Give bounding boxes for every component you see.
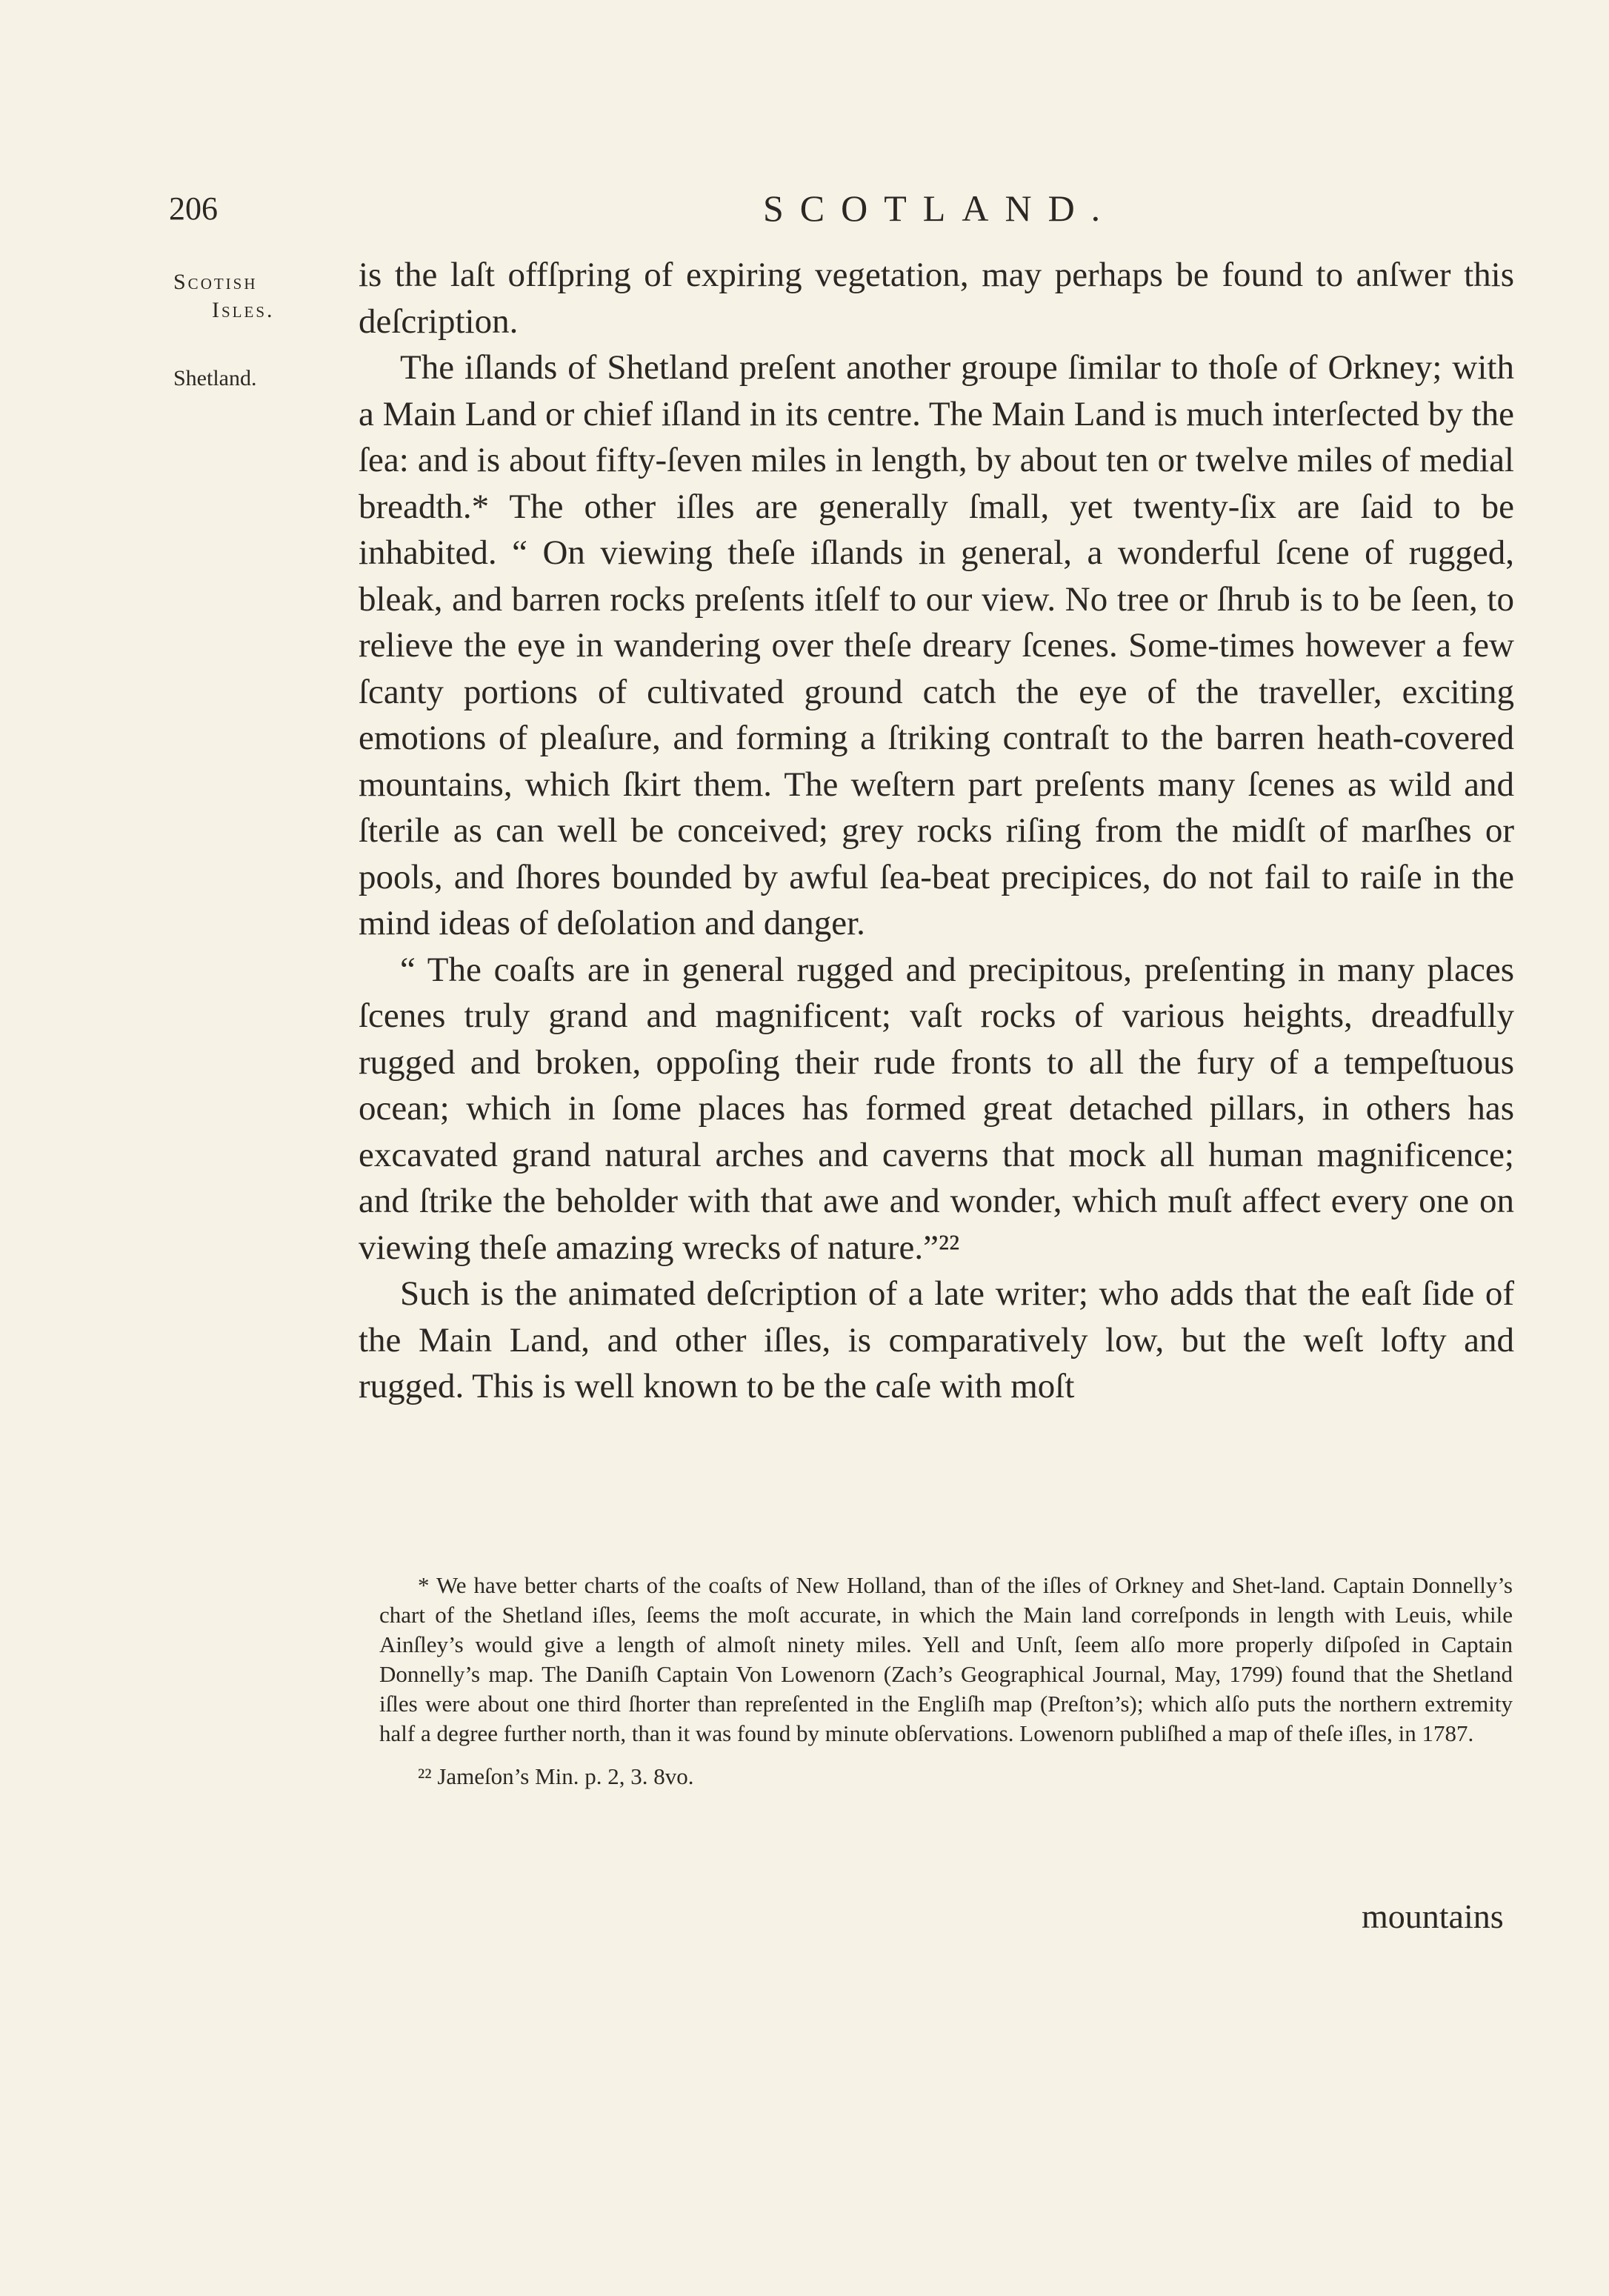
running-title: SCOTLAND.	[763, 187, 1117, 229]
side-note-section-line2: Isles.	[212, 298, 275, 322]
side-note-section	[173, 268, 275, 325]
paragraph-coasts-quote: “ The coaſts are in general rugged and precipitous, preſenting in many places ſcenes truly grand and magnificent; vaſt rocks of various heights, dreadfully rugged and broken, oppoſing their rude fronts to all the fury of a tempeſtuous ocean; which in ſome places has formed great detached pillars, in others has excavated grand natural arches and caverns that mock all human magnificence; and ſtrike the beholder with that awe and wonder, which muſt affect every one on viewing theſe amazing wrecks of nature.”²²	[359, 950, 1514, 1267]
footnotes	[379, 1571, 1513, 1791]
side-note-section-line1: Scotish	[173, 270, 258, 294]
footnote-star: * We have better charts of the coaſts of New Holland, than of the iſles of Orkney and Shet-land. Captain Donnelly’s chart of the Shetland iſles, ſeems the moſt accurate, in which the Main land correſponds in length with Leuis, while Ainſley’s would give a length of almoſt ninety miles. Yell and Unſt, ſeem alſo more properly diſpoſed in Captain Donnelly’s map. The Daniſh Captain Von Lowenorn (Zach’s Geographical Journal, May, 1799) found that the Shetland iſles were about one third ſhorter than repreſented in the Engliſh map (Preſton’s); which alſo puts the northern extremity half a degree further north, than it was found by minute obſervations. Lowenorn publiſhed a map of theſe iſles, in 1787.	[379, 1572, 1513, 1746]
side-note-topic: Shetland.	[173, 366, 257, 390]
paragraph-continuation: is the laſt offſpring of expiring vegetation, may perhaps be found to anſwer this deſcription.	[359, 256, 1514, 341]
footnote-22: ²² Jameſon’s Min. p. 2, 3. 8vo.	[418, 1763, 694, 1789]
paragraph-description: Such is the animated deſcription of a late writer; who adds that the eaſt ſide of the Main Land, and other iſles, is comparatively low, but the weſt lofty and rugged. This is well known to be the caſe with moſt	[359, 1274, 1514, 1405]
catchword: mountains	[1362, 1897, 1504, 1935]
page-number: 206	[169, 190, 218, 227]
main-text	[359, 252, 1514, 1410]
paragraph-shetland: The iſlands of Shetland preſent another groupe ſimilar to thoſe of Orkney; with a Main Land or chief iſland in its centre. The Main Land is much interſected by the ſea: and is about fifty-ſeven miles in length, by about ten or twelve miles of medial breadth.* The other iſles are generally ſmall, yet twenty-ſix are ſaid to be inhabited. “ On viewing theſe iſlands in general, a wonderful ſcene of rugged, bleak, and barren rocks preſents itſelf to our view. No tree or ſhrub is to be ſeen, to relieve the eye in wandering over theſe dreary ſcenes. Some-times however a few ſcanty portions of cultivated ground catch the eye of the traveller, exciting emotions of pleaſure, and forming a ſtriking contraſt to the barren heath-covered mountains, which ſkirt them. The weſtern part preſents many ſcenes as wild and ſterile as can well be conceived; grey rocks riſing from the midſt of marſhes or pools, and ſhores bounded by awful ſea-beat precipices, do not fail to raiſe in the mind ideas of deſolation and danger.	[359, 348, 1514, 942]
